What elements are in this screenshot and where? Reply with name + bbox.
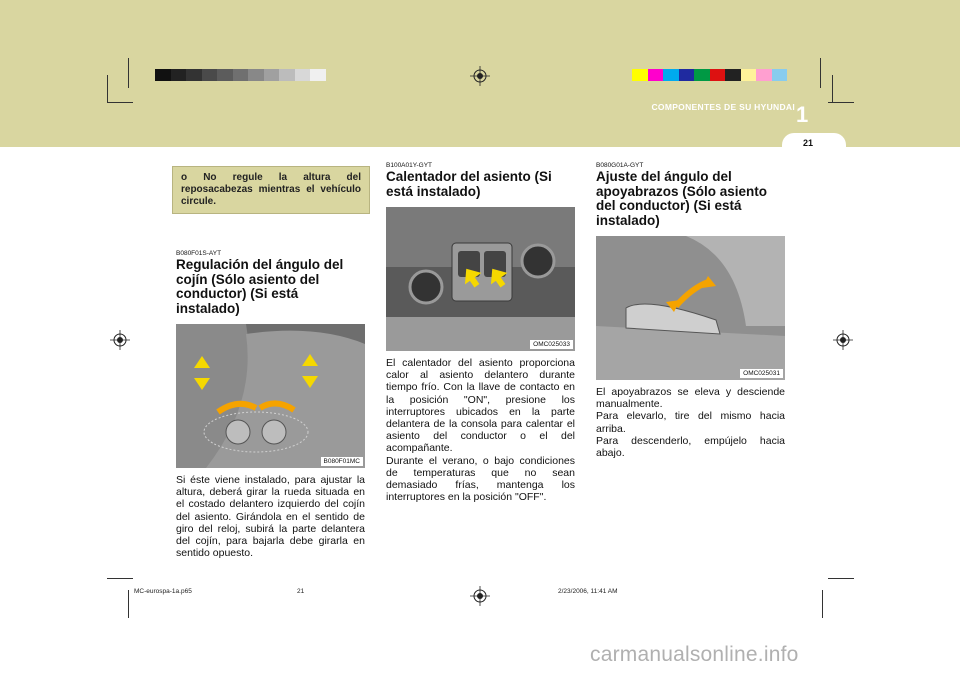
section-code: B100A01Y-GYT — [386, 162, 433, 169]
color-swatch — [310, 69, 326, 81]
color-swatch — [264, 69, 280, 81]
color-swatch — [171, 69, 187, 81]
color-bar-right — [632, 69, 787, 81]
color-swatch — [679, 69, 695, 81]
section-heading: Ajuste del ángulo del apoyabrazos (Sólo asiento del conductor) (Si está instalado) — [596, 169, 768, 228]
crop-mark — [828, 578, 854, 579]
crop-mark — [107, 102, 133, 103]
color-swatch — [186, 69, 202, 81]
color-swatch — [233, 69, 249, 81]
column-armrest-angle — [596, 162, 785, 459]
page-number: 21 — [802, 138, 813, 148]
section-body: El apoyabrazos se eleva y desciende manualmente. Para elevarlo, tire del mismo hacia arriba. Para descenderlo, empújelo hacia abajo. — [596, 386, 785, 460]
color-swatch — [741, 69, 757, 81]
color-bar-left — [155, 69, 326, 81]
section-body: Si éste viene instalado, para ajustar la altura, deberá girar la rueda situada en el costado delantero izquierdo del cojín del asiento. Girándola en el sentido de giro del reloj, subirá la parte delantera del cojín, para bajarla debe girarla en sentido opuesto. — [176, 474, 365, 560]
footer-file: MC-eurospa-1a.p65 — [134, 588, 192, 595]
section-code: B080G01A-GYT — [596, 162, 644, 169]
section-body: El calentador del asiento proporciona calor al asiento delantero durante tiempo frío. Con la llave de contacto en la posición "ON", presione los interruptores ubicados en la parte delantera de la consola para calentar el asiento del conductor o el del acompañante. Durante el verano, o bajo condiciones de temperaturas que no sean demasiado frías, mantenga los interruptores en la posición "OFF". — [386, 357, 575, 504]
console-illustration — [386, 207, 575, 351]
color-swatch — [648, 69, 664, 81]
color-swatch — [295, 69, 311, 81]
color-swatch — [694, 69, 710, 81]
color-swatch — [756, 69, 772, 81]
armrest-illustration — [596, 236, 785, 380]
crop-mark — [822, 590, 823, 618]
section-title: COMPONENTES DE SU HYUNDAI — [651, 102, 795, 112]
color-swatch — [772, 69, 788, 81]
crop-mark — [107, 578, 133, 579]
color-swatch — [632, 69, 648, 81]
color-swatch — [217, 69, 233, 81]
crop-mark — [828, 102, 854, 103]
column-cushion-angle — [176, 250, 365, 559]
color-swatch — [663, 69, 679, 81]
warning-text: o No regule la altura del reposacabezas mientras el vehículo circule. — [181, 172, 361, 207]
armrest-photo — [596, 236, 785, 380]
watermark: carmanualsonline.info — [590, 643, 799, 666]
seat-cushion-illustration — [176, 324, 365, 468]
section-heading: Calentador del asiento (Si está instalado) — [386, 169, 552, 199]
seat-cushion-photo — [176, 324, 365, 468]
crop-mark — [128, 590, 129, 618]
registration-mark-icon — [110, 330, 130, 350]
section-heading: Regulación del ángulo del cojín (Sólo asiento del conductor) (Si está instalado) — [176, 257, 344, 316]
color-swatch — [279, 69, 295, 81]
crop-mark — [128, 58, 129, 88]
image-label: B080F01MC — [321, 457, 364, 466]
crop-mark — [820, 58, 821, 88]
color-swatch — [725, 69, 741, 81]
chapter-number: 1 — [796, 102, 809, 127]
footer-date: 2/23/2006, 11:41 AM — [558, 588, 618, 595]
seat-heater-photo — [386, 207, 575, 351]
image-label: OMC025031 — [740, 369, 783, 378]
footer-page: 21 — [297, 588, 305, 595]
color-swatch — [155, 69, 171, 81]
registration-mark-icon — [833, 330, 853, 350]
warning-box — [172, 166, 370, 214]
column-seat-heater — [386, 162, 575, 503]
image-label: OMC025033 — [530, 340, 573, 349]
crop-mark — [107, 75, 108, 103]
color-swatch — [710, 69, 726, 81]
crop-mark — [832, 75, 833, 103]
registration-mark-icon — [470, 66, 490, 86]
color-swatch — [248, 69, 264, 81]
registration-mark-icon — [470, 586, 490, 606]
color-swatch — [202, 69, 218, 81]
section-code: B080F01S-AYT — [176, 250, 222, 257]
